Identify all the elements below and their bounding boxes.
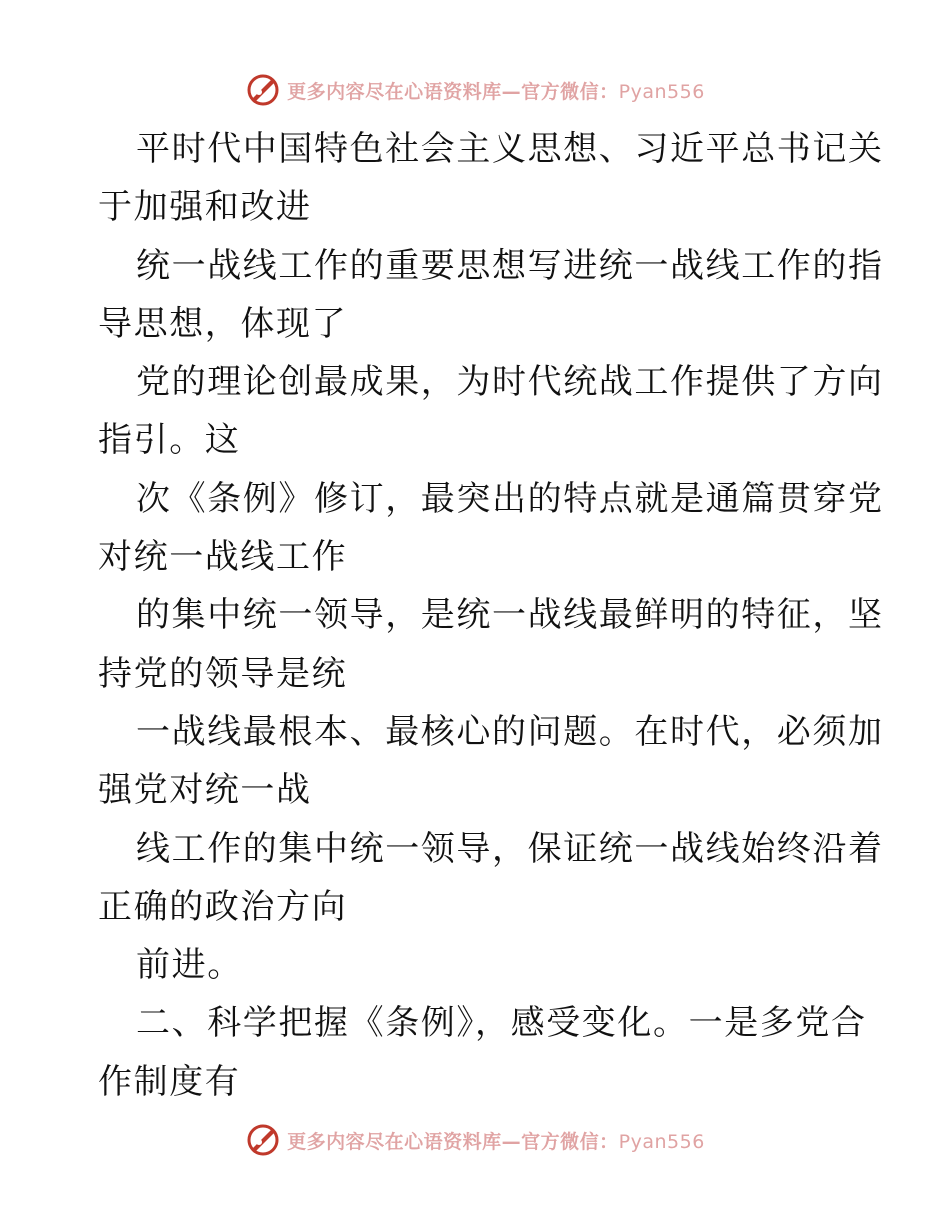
pen-logo-icon bbox=[245, 72, 281, 108]
header-banner-text bbox=[287, 77, 705, 104]
footer-banner-wechat-id: Pyan556 bbox=[618, 1130, 705, 1153]
body-line: 于加强和改进 bbox=[98, 187, 312, 228]
header-banner-cn: 更多内容尽在心语资料库—官方微信： bbox=[287, 80, 619, 103]
footer-banner-cn: 更多内容尽在心语资料库—官方微信： bbox=[287, 1130, 619, 1153]
body-line: 强党对统一战 bbox=[98, 770, 312, 811]
body-line: 线工作的集中统一领导，保证统一战线始终沿着 bbox=[136, 828, 884, 869]
footer-banner-text bbox=[287, 1127, 705, 1154]
body-line: 持党的领导是统 bbox=[98, 653, 348, 694]
body-line: 正确的政治方向 bbox=[98, 886, 348, 927]
body-line: 二、科学把握《条例》，感受变化。一是多党合 bbox=[136, 1003, 867, 1044]
body-line: 导思想，体现了 bbox=[98, 303, 348, 344]
body-line: 平时代中国特色社会主义思想、习近平总书记关 bbox=[136, 129, 884, 169]
header-banner-wechat-id: Pyan556 bbox=[618, 80, 705, 103]
body-line: 次《条例》修订，最突出的特点就是通篇贯穿党 bbox=[136, 478, 884, 519]
body-line: 统一战线工作的重要思想写进统一战线工作的指 bbox=[136, 245, 884, 286]
body-line: 指引。这 bbox=[98, 420, 241, 461]
body-line: 一战线最根本、最核心的问题。在时代，必须加 bbox=[136, 711, 884, 752]
body-line: 前进。 bbox=[136, 945, 243, 986]
header-watermark-banner bbox=[0, 70, 950, 110]
footer-watermark-banner bbox=[0, 1120, 950, 1160]
body-line: 作制度有 bbox=[98, 1061, 241, 1102]
body-line: 对统一战线工作 bbox=[98, 537, 348, 578]
document-body bbox=[98, 120, 884, 1111]
pen-logo-icon bbox=[245, 1122, 281, 1158]
body-line: 党的理论创最成果，为时代统战工作提供了方向 bbox=[136, 362, 884, 403]
body-line: 的集中统一领导，是统一战线最鲜明的特征，坚 bbox=[136, 595, 884, 636]
